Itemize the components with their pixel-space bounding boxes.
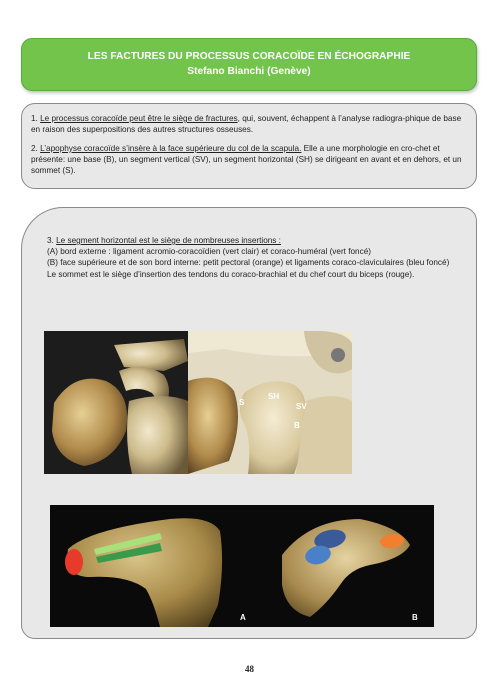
paragraph-1-body: , qui, souvent, échappent à l’analyse radiogra-phique de base en raison des superpositions des autres structures osseuses.: [31, 114, 462, 134]
screw-marker: [331, 348, 345, 362]
label-sh: SH: [268, 392, 280, 401]
intro-panel: [21, 103, 477, 189]
line-b: (B) face supérieure et de son bord interne: petit pectoral (orange) et ligaments coraco-claviculaires (bleu foncé): [47, 258, 450, 268]
line-c: Le sommet est le siège d’insertion des tendons du coraco-brachial et du chef court du biceps (rouge).: [47, 269, 415, 279]
label-a: A: [240, 613, 246, 622]
paragraph-1-underlined: Le processus coracoïde peut être le siège de fractures: [40, 114, 238, 123]
paragraph-2-underlined: L’apophyse coracoïde s’insère à la face supérieure du col de la scapula.: [40, 144, 302, 153]
paragraph-number: 3.: [47, 236, 57, 245]
document-title: LES FACTURES DU PROCESSUS CORACOÏDE EN ÉCHOGRAPHIE: [87, 51, 411, 62]
page-number: 48: [245, 664, 254, 674]
paragraph-2-body: Elle a une morphologie en cro-chet et présente: une base (B), un segment vertical (SV), un segment horizontal (SH) se dirigeant en avant et en dehors, et un sommet (S).: [31, 144, 462, 175]
paragraph-number: 1.: [31, 114, 41, 123]
author-line: Stefano Bianchi (Genève): [187, 66, 311, 77]
label-s: S: [239, 398, 245, 407]
coracoid-3d-ct-image: [44, 331, 352, 474]
coracoid-insertions-image: [50, 505, 434, 627]
paragraph-number: 2.: [31, 144, 41, 153]
line-a: (A) bord externe : ligament acromio-coracoïdien (vert clair) et coraco-huméral (vert foncé): [47, 247, 371, 257]
title-banner: [21, 38, 477, 91]
paragraph-1: [31, 113, 466, 135]
paragraph-2: [31, 143, 466, 176]
red-insertion-a: [65, 549, 83, 575]
label-sv: SV: [296, 402, 307, 411]
label-b: B: [294, 421, 300, 430]
label-b-panel: B: [412, 613, 418, 622]
scapula-left: [127, 396, 188, 474]
paragraph-3-underlined: Le segment horizontal est le siège de nombreuses insertions :: [56, 236, 281, 245]
insertions-text: [47, 235, 467, 280]
paragraph-3-heading: [47, 235, 467, 246]
